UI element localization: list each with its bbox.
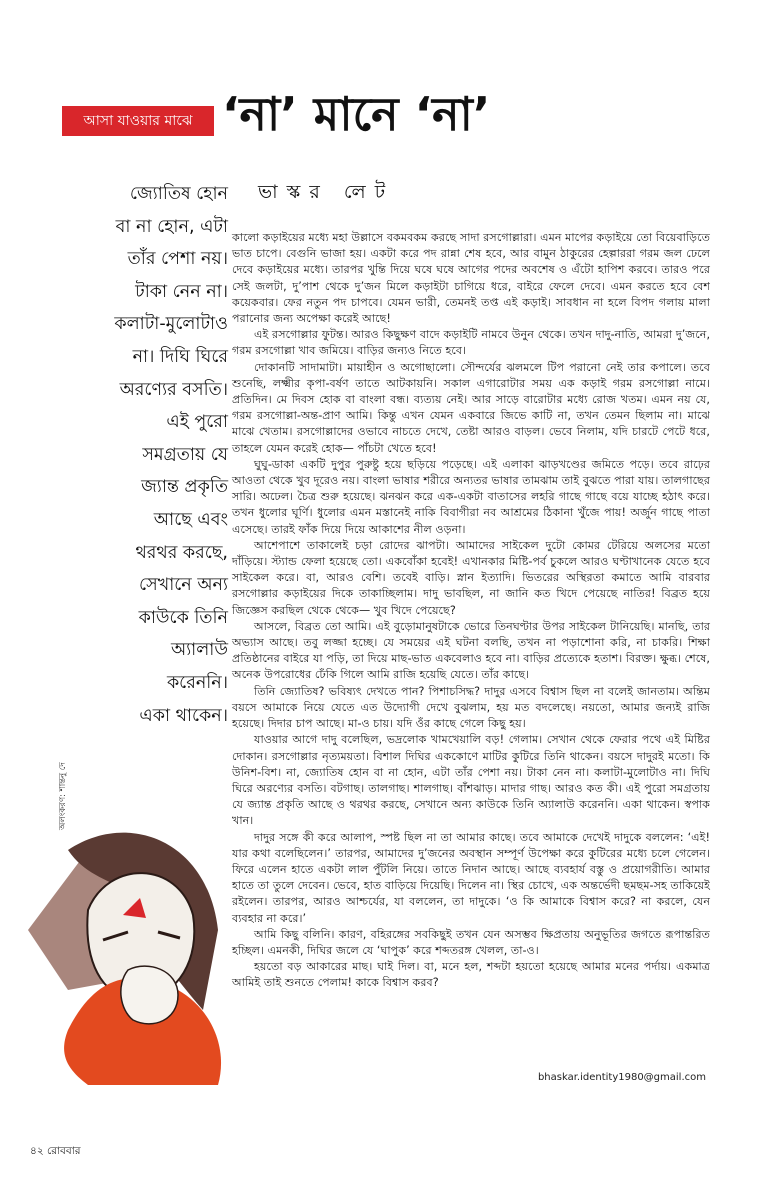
section-tag: আসা যাওয়ার মাঝে <box>62 106 214 136</box>
pull-quote-line: করেননি। <box>166 672 228 693</box>
pull-quote-line: কাউকে তিনি <box>138 607 228 628</box>
article-paragraph: আসলে, বিব্রত তো আমি। এই বুড়োমানুষটাকে ভোরে তিনঘণ্টার উপর সাইকেল টানিয়েছি। মানছি, তার অভ্যাস আছে। তবু লজ্জা হচ্ছে। যে সময়ের এই ঘটনা বলছি, তখন না পড়াশোনা করি, না চাকরি। শিক্ষা প্রতিষ্ঠানের বাইরে যা পড়ি, তা দিয়ে মাছ-ভাত একবেলাও হবে না। বাড়ির প্রত্যেকে হতাশ। বিরক্ত। ক্ষুব্ধ। শেষে, অনেক উপরোধের ঢেঁকি গিলে আমি রাজি হয়েছি যেতে। তাঁর কাছে। <box>232 619 710 682</box>
article-paragraph: আশেপাশে তাকালেই চড়া রোদের ঝাপটা। আমাদের সাইকেল দুটো কোমর টেরিয়ে অলসের মতো দাঁড়িয়ে। স্ট্যান্ড ফেলা হয়েছে তো। একবোঁকা হবেই! এখানকার মিষ্টি-পর্ব চুকলে আরও ঘণ্টাখানেক যেতে হবে সাইকেল করে। বা, আরও বেশি। তবেই বাড়ি। স্নান ইত্যাদি। ভিতরের অস্থিরতা কমাতে আমি বারবার রসগোল্লার কড়াইয়ের দিকে তাকাচ্ছিলাম। দাদু ভাবছিল, না জানি কত খিদে পেয়েছে নাতির! বিব্রত হয়ে জিজ্ঞেস করছিল থেকে থেকে— খুব খিদে পেয়েছে? <box>232 538 710 617</box>
article-paragraph: কালো কড়াইয়ের মধ্যে মহা উল্লাসে বকমবকম করছে সাদা রসগোল্লারা। এমন মাপের কড়াইয়ে তো বিয়েবাড়িতে ভাত চাপে। বেগুনি ভাজা হয়। একটা করে পদ রান্না শেষ হবে, আর বামুন ঠাকুরের হেল্পাররা গরম জল ঢেলে দেবে কড়াইয়ের মধ্যে। তারপর খুন্তি দিয়ে ঘষে ঘষে আগের পদের অবশেষ ও এঁটো হাপিশ করবে। তারও পরে সেই জলটা, দু’পাশ থেকে দু’জন মিলে কড়াইটা চাগিয়ে ধরে, বাইরে ফেলে দেবে। এমন করতে হবে বেশ কয়েকবার। ফের নতুন পদ চাপবে। যেমন ভারী, তেমনই তপ্ত এই কড়াই। সাবধান না হলে বিপদ গলায় মালা পরানোর জন্য অপেক্ষা করেই আছে! <box>232 231 710 326</box>
pull-quote-line: একা থাকেন। <box>139 705 228 726</box>
pull-quote-line: কলাটা-মুলোটাও <box>114 314 228 335</box>
byline: ভাস্কর লেট <box>258 181 395 203</box>
article-paragraph: যাওয়ার আগে দাদু বলেছিল, ভদ্রলোক খামখেয়ালি বড়! গেলাম। সেখান থেকে ফেরার পথে এই মিষ্টির দোকান। রসগোল্লার নৃত্যময়তা। বিশাল দিঘির এককোণে মাটির কুটিরে তিনি থাকেন। বয়সে দাদুরই মতো। কি উনিশ-বিশ। না, জ্যোতিষ হোন বা না হোন, এটা তাঁর পেশা নয়। টাকা নেন না। কলাটা-মুলোটাও না। দিঘি ঘিরে অরণ্যের বসতি। বটগাছ। তালগাছ। শালগাছ। বাঁশঝাড়। মাদার গাছ। আরও কত কী। এই পুরো সমগ্রতায় যে জ্যান্ত প্রকৃতি আছে ও থরথর করছে, সেখানে অন্য কাউকে তিনি অ্যালাউ করেননি। একা থাকেন। স্বপাক খান। <box>232 733 710 828</box>
pull-quote <box>60 178 228 732</box>
article-paragraph: তিনি জ্যোতিষ? ভবিষ্যৎ দেখতে পান? পিশাচসিদ্ধ? দাদুর এসবে বিশ্বাস ছিল না বলেই জানতাম। অন্তিম বয়সে আমাকে নিয়ে যেতে এত উদ্যোগী দেখে বুঝলাম, হয় মত বদলেছে। নয়তো, আমার জন্যই রাজি হয়েছে। দিদার চাপ আছে। মা-ও চায়। যদি ওঁর কাছে গেলে কিছু হয়। <box>232 684 710 731</box>
author-email: bhaskar.identity1980@gmail.com <box>537 1072 706 1083</box>
article-body <box>232 230 710 992</box>
illustration-art <box>28 820 228 1090</box>
illustration <box>28 820 228 1090</box>
article-paragraph: হয়তো বড় আকারের মাছ। ঘাই দিল। বা, মনে হল, শব্দটা হয়তো হয়েছে আমার মনের পর্দায়। একমাত্র আমিই তাই শুনতে পেলাম! কাকে বিশ্বাস করব? <box>232 960 710 990</box>
pull-quote-line: সমগ্রতায় যে <box>142 444 228 465</box>
article-paragraph: আমি কিছু বলিনি। কারণ, বহিরঙ্গের সবকিছুই তখন যেন অসম্ভব ক্ষিপ্রতায় অনুভূতির জগতে রূপান্তরিত হচ্ছিল। এমনকী, দিঘির জলে যে ‘ঘাপুক’ করে শব্দতরঙ্গ খেলল, তা-ও। <box>232 927 710 957</box>
pull-quote-line: সেখানে অন্য <box>139 575 228 596</box>
pull-quote-line: জ্যান্ত প্রকৃতি <box>141 477 228 498</box>
page-folio: ৪২ রোববার <box>30 1145 81 1157</box>
illustration-credit <box>56 700 72 830</box>
pull-quote-line: বা না হোন, এটা <box>115 216 228 237</box>
page-title: ‘না’ মানে ‘না’ <box>222 87 491 141</box>
article-paragraph: দাদুর সঙ্গে কী করে আলাপ, স্পষ্ট ছিল না তা আমার কাছে। তবে আমাকে দেখেই দাদুকে বললেন: ‘এই! যার কথা বলেছিলেন।’ তারপর, আমাদের দু’জনের অবস্থান সম্পূর্ণ উপেক্ষা করে কুটিরের মধ্যে চলে গেলেন। ফিরে এলেন হাতে একটা লাল পুঁটলি নিয়ে। তাতে নিদান আছে। আছে ব্যবহার্য বস্তু ও প্রয়োগরীতি। আমার হাতে তা তুলে দেবেন। ভেবে, হাত বাড়িয়ে দিয়েছি। দিলেন না। স্থির চোখে, এক অন্তর্ভেদী ছমছম-সহ তাকিয়েই রইলেন। তারপর, আরও আশ্চর্যের, যা বললেন, তা দাদুকে। ‘ও কি আমাকে বিশ্বাস করে? না করলে, যেন ব্যবহার না করে।’ <box>232 830 710 925</box>
pull-quote-line: অ্যালাউ <box>170 640 228 661</box>
illustration-credit-text: অলংকরণ: শান্তনু দে <box>58 762 68 830</box>
pull-quote-line: তাঁর পেশা নয়। <box>127 249 228 270</box>
pull-quote-line: না। দিঘি ঘিরে <box>132 346 228 367</box>
pull-quote-line: থরথর করছে, <box>135 542 228 563</box>
pull-quote-line: জ্যোতিষ হোন <box>129 184 228 204</box>
article-paragraph: দোকানটি সাদামাটা। মায়াহীন ও অগোছালো। সৌন্দর্যের ঝলমলে টিপ পরানো নেই তার কপালে। তবে শুনেছি, লক্ষ্মীর কৃপা-বর্ষণ তাতে আটকায়নি। সকাল এগারোটার সময় এক কড়াই গরম রসগোল্লা নামে। প্রতিদিন। মে দিবস হোক বা বাংলা বন্ধ। ব্যত্যয় নেই। আর সাড়ে বারোটার মধ্যে রোজ খতম। এমন নয় যে, গরম রসগোল্লা-অন্ত-প্রাণ আমি। কিন্তু এখন যেমন একবারে জিভে কাটি না, তখন তেমন ছিলাম না। মাঝে মাঝে খেতাম। রসগোল্লাদের ওভাবে নাচতে দেখে, তেষ্টা আরও বাড়ল। ভেবে নিলাম, যদি চারটে পেটে ধরে, তাহলে যেমন করেই হোক— পাঁচটা খেতে হবে! <box>232 360 710 455</box>
hand-shape <box>121 966 178 1024</box>
pull-quote-line: এই পুরো <box>166 412 228 433</box>
pull-quote-line: টাকা নেন না। <box>135 281 228 302</box>
article-paragraph: ঘুঘু-ডাকা একটি দুপুর পুরুষ্টু হয়ে ছড়িয়ে পড়েছে। এই এলাকা ঝাড়খণ্ডের জমিতে পড়ে। তবে রাঢ়ের আওতা থেকে খুব দূরেও নয়। বাংলা ভাষার শরীরে অন্যতর ভাষার তামঝাম তাই বুঝতে পারা যায়। তালগাছের সারি। অঢেল। চৈত্র শুরু হয়েছে। ঝনঝন করে এক-একটা বাতাসের লহরি গাছে গাছে বয়ে যাচ্ছে হঠাৎ করে। তখন ধুলোর ঘূর্ণি। ধুলোর এমন মস্তানেই নাকি বিবাগীরা নব আশ্রমের ঠিকানা খুঁজে পায়! অর্জুন গাছে পাতা এসেছে। তারই ফাঁক দিয়ে দিয়ে আকাশের নীল ওড়না। <box>232 457 710 536</box>
article-paragraph: এই রসগোল্লার ফুটন্ত। আরও কিছুক্ষণ বাদে কড়াইটি নামবে উনুন থেকে। তখন দাদু-নাতি, আমরা দু’জনে, গরম রসগোল্লা খাব জমিয়ে। বাড়ির জন্যও নিতে হবে। <box>232 328 710 358</box>
pull-quote-line: আছে এবং <box>153 509 228 530</box>
pull-quote-line: অরণ্যের বসতি। <box>119 379 228 400</box>
